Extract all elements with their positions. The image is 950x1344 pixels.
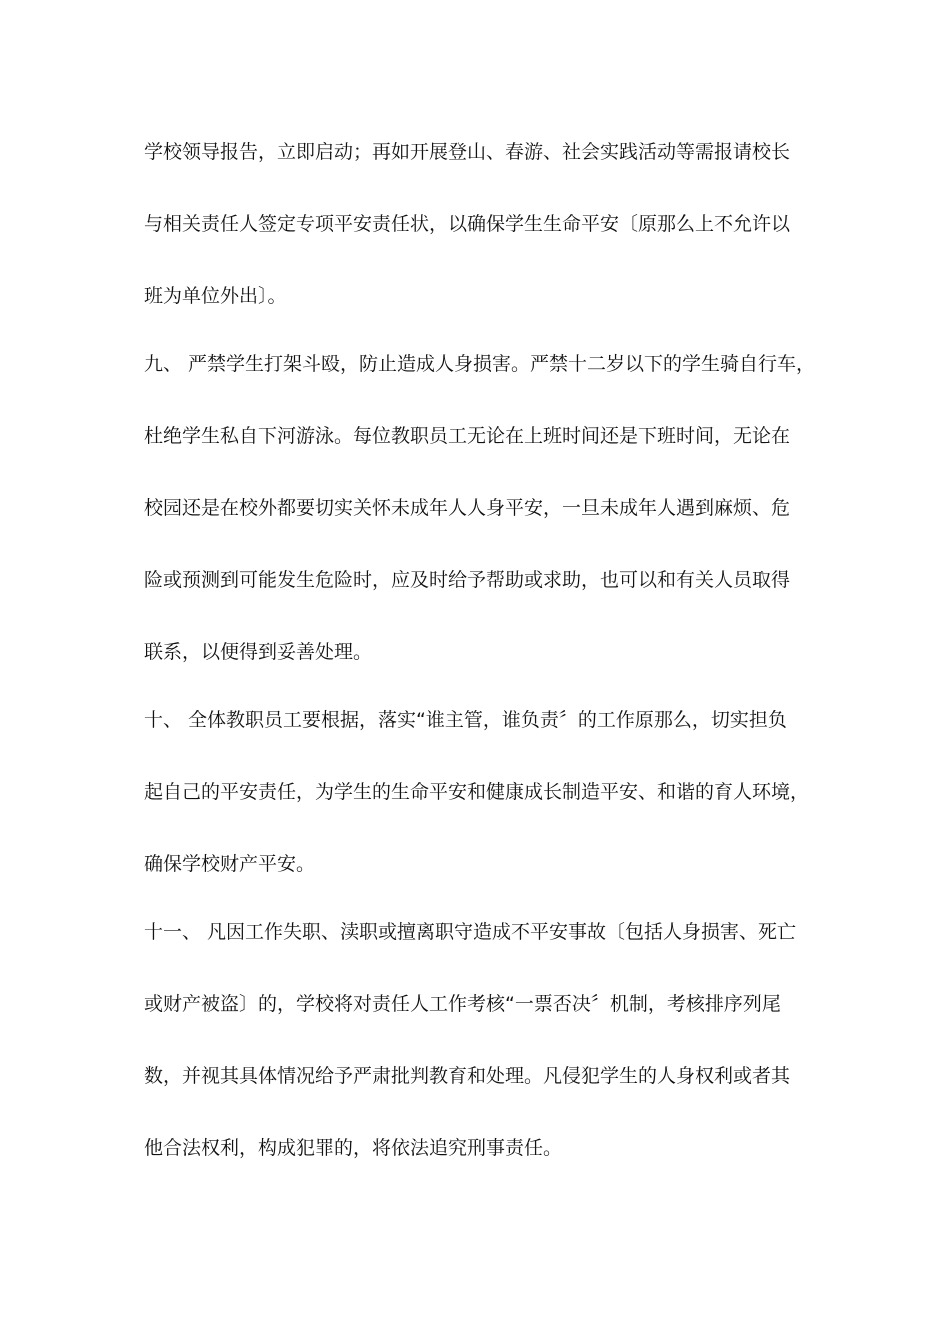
text-line-2: 与相关责任人签定专项平安责任状，以确保学生生命平安〔原那么上不允许以 — [144, 213, 791, 235]
text-line-14: 数，并视其具体情况给予严肃批判教育和处理。凡侵犯学生的人身权利或者其 — [144, 1065, 791, 1087]
text-line-10: 起自己的平安责任，为学生的生命平安和健康成长制造平安、和谐的育人环境， — [144, 781, 810, 803]
text-line-4: 九、 严禁学生打架斗殴，防止造成人身损害。严禁十二岁以下的学生骑自行车， — [144, 353, 816, 375]
text-line-5: 杜绝学生私自下河游泳。每位教职员工无论在上班时间还是下班时间，无论在 — [144, 425, 791, 447]
text-line-8: 联系，以便得到妥善处理。 — [144, 641, 373, 663]
text-line-6: 校园还是在校外都要切实关怀未成年人人身平安，一旦未成年人遇到麻烦、危 — [144, 497, 791, 519]
text-line-7: 险或预测到可能发生危险时，应及时给予帮助或求助，也可以和有关人员取得 — [144, 569, 791, 591]
text-line-11: 确保学校财产平安。 — [144, 853, 316, 875]
text-line-13: 或财产被盗〕的，学校将对责任人工作考核“一票否决〞机制，考核排序列尾 — [144, 993, 781, 1015]
text-line-1: 学校领导报告，立即启动；再如开展登山、春游、社会实践活动等需报请校长 — [144, 141, 791, 163]
text-line-15: 他合法权利，构成犯罪的，将依法追究刑事责任。 — [144, 1137, 563, 1159]
text-line-9: 十、 全体教职员工要根据，落实“谁主管，谁负责〞的工作原那么，切实担负 — [144, 709, 787, 731]
text-line-12: 十一、 凡因工作失职、渎职或擅离职守造成不平安事故〔包括人身损害、死亡 — [144, 921, 797, 943]
text-line-3: 班为单位外出〕。 — [144, 285, 287, 307]
